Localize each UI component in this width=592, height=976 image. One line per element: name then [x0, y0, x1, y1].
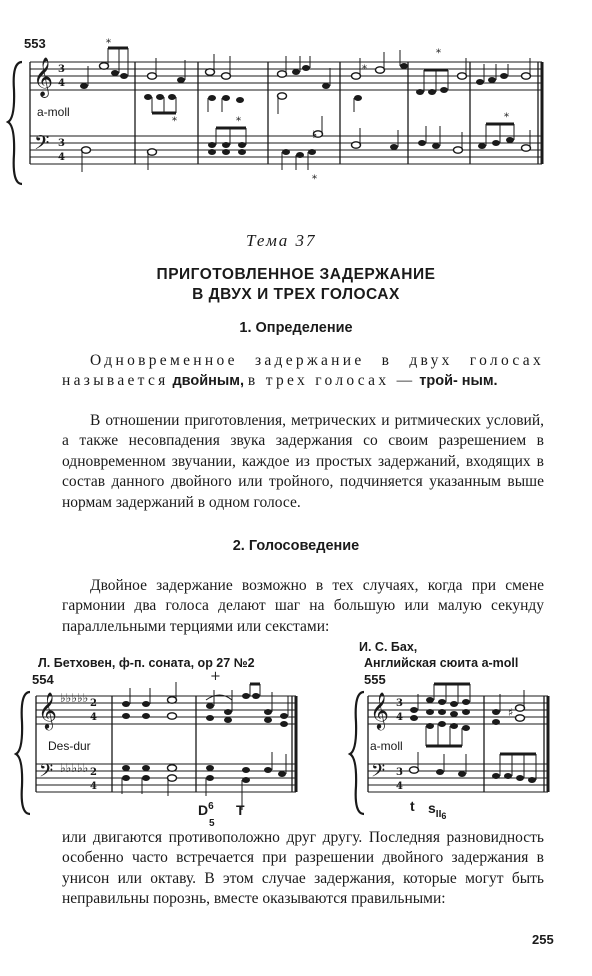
- section2-paragraph2: [62, 828, 544, 910]
- treble-clef-icon: 𝄞: [33, 57, 54, 97]
- example-554-function-d-sub: 5: [209, 818, 215, 829]
- example-553-number: 553: [24, 36, 46, 51]
- example-554-plus: +: [210, 669, 221, 684]
- example-555-caption-line2: Английская сюита a-moll: [364, 656, 519, 670]
- definition-term-double: двойным,: [172, 373, 245, 390]
- example-553-key: a-moll: [37, 105, 70, 119]
- svg-text:♭♭♭♭♭: ♭♭♭♭♭: [60, 761, 89, 775]
- svg-text:4: 4: [396, 781, 403, 792]
- section2-paragraph1-text: Двойное задержание возможно в тех случаях, когда при смене гармонии два голоса делают шаг на большую или малую секунду параллельными терциями или секстами:: [62, 577, 544, 635]
- svg-text:2: 2: [90, 698, 97, 709]
- svg-text:♭: ♭: [312, 128, 318, 141]
- page-number: 255: [532, 932, 554, 947]
- example-554-key: Des-dur: [48, 739, 91, 753]
- svg-text:♭♭♭♭♭: ♭♭♭♭♭: [60, 691, 89, 705]
- svg-text:*: *: [362, 64, 367, 75]
- svg-text:2: 2: [90, 767, 97, 778]
- section1-heading: 1. Определение: [239, 320, 353, 336]
- svg-text:4: 4: [90, 781, 97, 792]
- example-554-number: 554: [32, 672, 54, 687]
- svg-text:𝄞: 𝄞: [38, 691, 57, 729]
- svg-text:3: 3: [58, 138, 65, 149]
- svg-text:*: *: [236, 116, 241, 127]
- example-555-function-s: [428, 800, 447, 821]
- function-s-sub2: 6: [441, 811, 447, 821]
- definition-text-a: Одновременное задержание в двух голосах: [90, 352, 544, 369]
- svg-text:3: 3: [396, 698, 403, 709]
- function-s: s: [428, 800, 436, 816]
- topic-heading-line1: ПРИГОТОВЛЕННОЕ ЗАДЕРЖАНИЕ: [156, 266, 436, 283]
- bass-clef-icon: 𝄢: [34, 131, 50, 159]
- svg-text:𝄢: 𝄢: [371, 761, 386, 786]
- topic-title: Тема 37: [246, 231, 317, 250]
- svg-text:*: *: [436, 48, 441, 59]
- svg-text:*: *: [504, 112, 509, 123]
- svg-text:𝄢: 𝄢: [39, 761, 54, 786]
- function-d-sup: 6: [208, 801, 214, 812]
- example-555-key: a-moll: [370, 739, 403, 753]
- definition-text-c: в трех голосах —: [247, 372, 416, 390]
- svg-text:3: 3: [58, 64, 65, 75]
- example-555-number: 555: [364, 672, 386, 687]
- svg-text:3: 3: [396, 767, 403, 778]
- svg-text:4: 4: [90, 712, 97, 723]
- definition-term-triple-b: ным.: [461, 373, 498, 390]
- example-554-function-t: T: [236, 802, 245, 818]
- definition-text-b: называется: [62, 372, 169, 390]
- function-s-sub: II: [435, 809, 442, 820]
- section1-paragraph-text: В отношении приготовления, метрических и ритмических условий, а также несовпадения звука задержания со своим разрешением в одновременном звучании, каждое из простых задержаний, входящих в состав данного двойного или тройного, подчиняется указанным выше нормам задержаний в одном голосе.: [62, 412, 544, 511]
- function-d: D: [198, 802, 209, 818]
- svg-text:*: *: [106, 38, 111, 49]
- svg-text:4: 4: [58, 78, 65, 89]
- definition-term-triple-a: трой-: [419, 373, 458, 390]
- topic-heading-line2: В ДВУХ И ТРЕХ ГОЛОСАХ: [192, 286, 400, 303]
- svg-text:4: 4: [58, 152, 65, 163]
- example-554-caption: Л. Бетховен, ф-п. соната, ор 27 №2: [38, 656, 255, 670]
- section2-heading: 2. Голосоведение: [232, 538, 360, 554]
- svg-text:𝄞: 𝄞: [370, 691, 389, 729]
- svg-text:♯: ♯: [508, 706, 514, 719]
- svg-text:*: *: [172, 116, 177, 127]
- svg-text:*: *: [312, 174, 317, 185]
- section2-paragraph2-text: или двигаются противоположно друг другу. Последняя разновидность особенно часто встречается при разрешении двойного задержания в унисон или октаву. В этом случае задержания, которые могут быть неправильны порознь, вместе оказываются правильными:: [62, 829, 544, 908]
- example-555-caption-line1: И. С. Бах,: [359, 640, 418, 654]
- example-555-function-t: t: [410, 798, 415, 814]
- svg-text:4: 4: [396, 712, 403, 723]
